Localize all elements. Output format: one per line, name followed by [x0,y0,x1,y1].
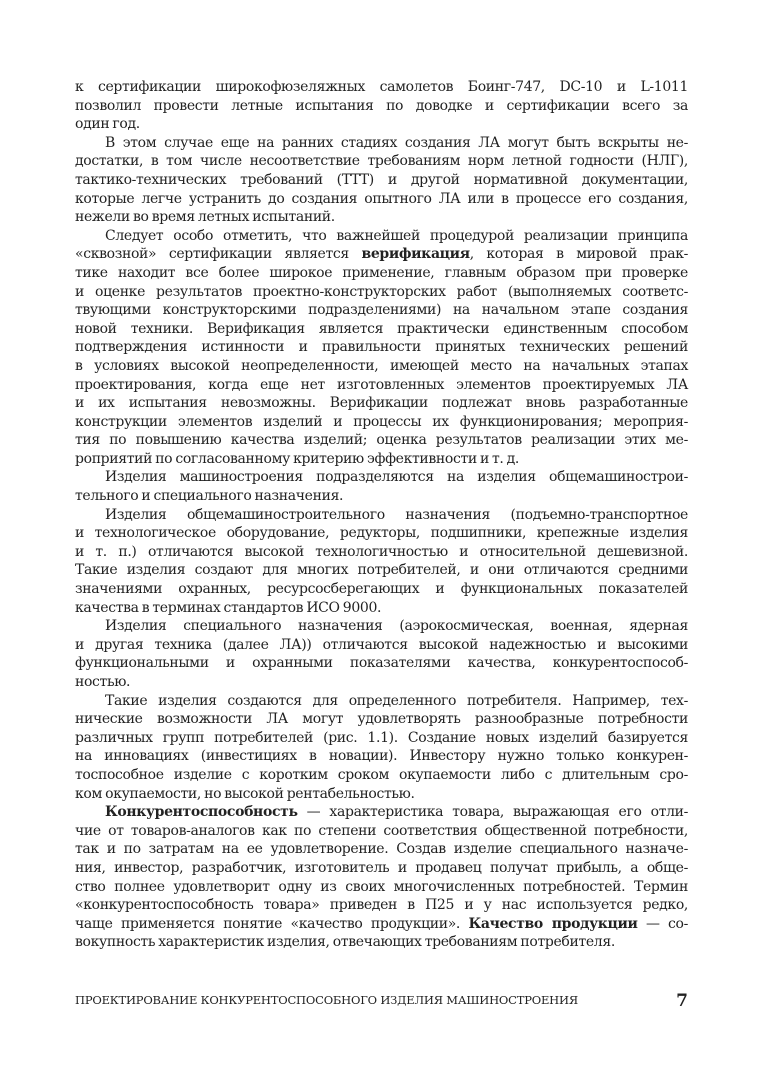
page-number: 7 [676,991,688,1011]
paragraph [75,617,688,691]
text-segment: так и по затратам на ее удовлетворение. Создав изделие специального назначе- [75,841,688,858]
text-segment: В этом случае еще на ранних стадиях создания ЛА могут быть вскрыты не- [105,134,688,151]
text-segment: Следует особо отметить, что важнейшей процедурой реализации принципа [105,227,688,244]
text-line [75,710,688,729]
text-line [75,413,688,432]
text-segment: и оценке результатов проектно-конструкторских работ (выполняемых соответс- [75,283,688,300]
text-line [75,617,688,636]
paragraph [75,692,688,804]
text-line [75,227,688,246]
text-segment: достатки, в том числе несоответствие требованиям норм летной годности (НЛГ), [75,153,688,170]
paragraph [75,468,688,505]
text-segment: в условиях высокой неопределенности, имеющей место на начальных этапах [75,357,688,374]
text-segment: и т. п.) отличаются высокой технологичностью и относительной дешевизной. [75,543,688,560]
page-footer [75,991,688,1011]
text-segment: нежели во время летных испытаний. [75,209,335,226]
text-line [75,878,688,897]
bold-term: Качество продукции [468,915,638,932]
text-segment: к сертификации широкофюзеляжных самолетов Боинг-747, DC-10 и L-1011 [75,79,688,95]
text-segment: значениями охранных, ресурсосберегающих и функциональных показателей [75,581,688,598]
text-line [75,208,688,227]
text-segment: ния, инвестор, разработчик, изготовитель и продавец получат прибыль, а обще- [75,859,688,876]
text-segment: тия по повышению качества изделий; оценка результатов реализации этих ме- [75,432,688,449]
paragraph [75,78,688,134]
text-segment: подтверждения истинности и правильности принятых технических решений [75,339,688,356]
text-segment: проектирования, когда еще нет изготовленных элементов проектируемых ЛА [75,376,688,393]
text-segment: и другая техника (далее ЛА)) отличаются высокой надежностью и высокими [75,636,688,653]
text-line [75,822,688,841]
text-segment: чие от товаров-аналогов как по степени соответствия общественной потребности, [75,822,688,839]
text-line [75,376,688,395]
text-segment: конструкции элементов изделий и процессы их функционирования; мероприя- [75,413,688,430]
text-segment: тоспособное изделие с коротким сроком окупаемости либо с длительным сро- [75,766,688,783]
text-line [75,896,688,915]
text-segment: на инновациях (инвестициях в новации). Инвестору нужно только конкурен- [75,748,688,765]
text-line [75,599,688,618]
body-text [75,78,688,952]
text-segment: «конкурентоспособность товара» приведен в П25 и у нас используется редко, [75,897,688,914]
text-segment: — характеристика товара, выражающая его отли- [297,804,688,821]
text-line [75,729,688,748]
text-line [75,636,688,655]
text-segment: роприятий по согласованному критерию эффективности и т. д. [75,450,520,467]
text-segment: Такие изделия создаются для определенного потребителя. Например, тех- [105,692,688,709]
text-line [75,933,688,952]
text-line [75,431,688,450]
text-segment: тике находит все более широкое применение, главным образом при проверке [75,264,688,281]
text-segment: — со- [637,915,688,932]
text-line [75,747,688,766]
running-title: ПРОЕКТИРОВАНИЕ КОНКУРЕНТОСПОСОБНОГО ИЗДЕЛИЯ МАШИНОСТРОЕНИЯ [75,993,578,1007]
text-segment: ство полнее удовлетворит одну из своих многочисленных потребностей. Термин [75,878,688,895]
text-segment: и технологическое оборудование, редукторы, подшипники, крепежные изделия [75,525,688,542]
bold-term: верификация [361,246,470,263]
text-line [75,171,688,190]
text-segment: чаще применяется понятие «качество продукции». [75,915,469,932]
text-line [75,785,688,804]
text-segment: Изделия общемашиностроительного назначения (подъемно-транспортное [105,506,688,523]
text-line [75,394,688,413]
text-segment: тактико-технических требований (ТТТ) и другой нормативной документации, [75,171,688,188]
text-segment: которые легче устранить до создания опытного ЛА или в процессе его создания, [75,190,688,207]
text-line [75,450,688,469]
text-line [75,97,688,116]
text-line [75,506,688,525]
text-line [75,264,688,283]
text-line [75,654,688,673]
text-line [75,673,688,692]
text-line [75,245,688,264]
text-segment: тельного и специального назначения. [75,488,344,505]
text-segment: твующими конструкторскими подразделениями) на начальном этапе создания [75,302,688,319]
text-segment: и их испытания невозможны. Верификации подлежат вновь разработанные [75,395,688,412]
text-segment: вокупность характеристик изделия, отвечающих требованиям потребителя. [75,934,615,951]
paragraph [75,134,688,227]
paragraph [75,803,688,952]
text-segment: качества в терминах стандартов ИСО 9000. [75,599,382,616]
text-line [75,915,688,934]
text-segment: Изделия специального назначения (аэрокосмическая, военная, ядерная [105,618,688,635]
bold-term: Конкурентоспособность [105,804,298,821]
text-line [75,766,688,785]
text-segment: нические возможности ЛА могут удовлетворять разнообразные потребности [75,711,688,728]
text-line [75,134,688,153]
text-line [75,115,688,134]
text-line [75,692,688,711]
text-line [75,283,688,302]
text-line [75,840,688,859]
text-segment: позволил провести летные испытания по доводке и сертификации всего за [75,97,688,114]
text-segment: Изделия машиностроения подразделяются на изделия общемашинострои- [105,469,688,486]
text-line [75,152,688,171]
text-segment: функциональными и охранными показателями качества, конкурентоспособ- [75,655,688,672]
text-line [75,301,688,320]
text-line [75,357,688,376]
text-line [75,468,688,487]
text-segment: различных групп потребителей (рис. 1.1). Создание новых изделий базируется [75,729,688,746]
text-line [75,338,688,357]
text-line [75,803,688,822]
text-line [75,543,688,562]
paragraph [75,506,688,618]
text-line [75,561,688,580]
text-line [75,190,688,209]
text-line [75,580,688,599]
text-line [75,859,688,878]
paragraph [75,227,688,469]
text-line [75,320,688,339]
text-segment: ностью. [75,674,131,690]
text-segment: , которая в мировой прак- [469,246,688,263]
text-line [75,487,688,506]
text-line [75,78,688,97]
text-segment: один год. [75,116,140,133]
text-segment: Такие изделия создают для многих потребителей, и они отличаются средними [75,562,688,579]
text-segment: новой техники. Верификация является практически единственным способом [75,320,688,337]
text-segment: ком окупаемости, но высокой рентабельностью. [75,785,415,802]
text-line [75,524,688,543]
text-segment: «сквозной» сертификации является [75,246,362,263]
